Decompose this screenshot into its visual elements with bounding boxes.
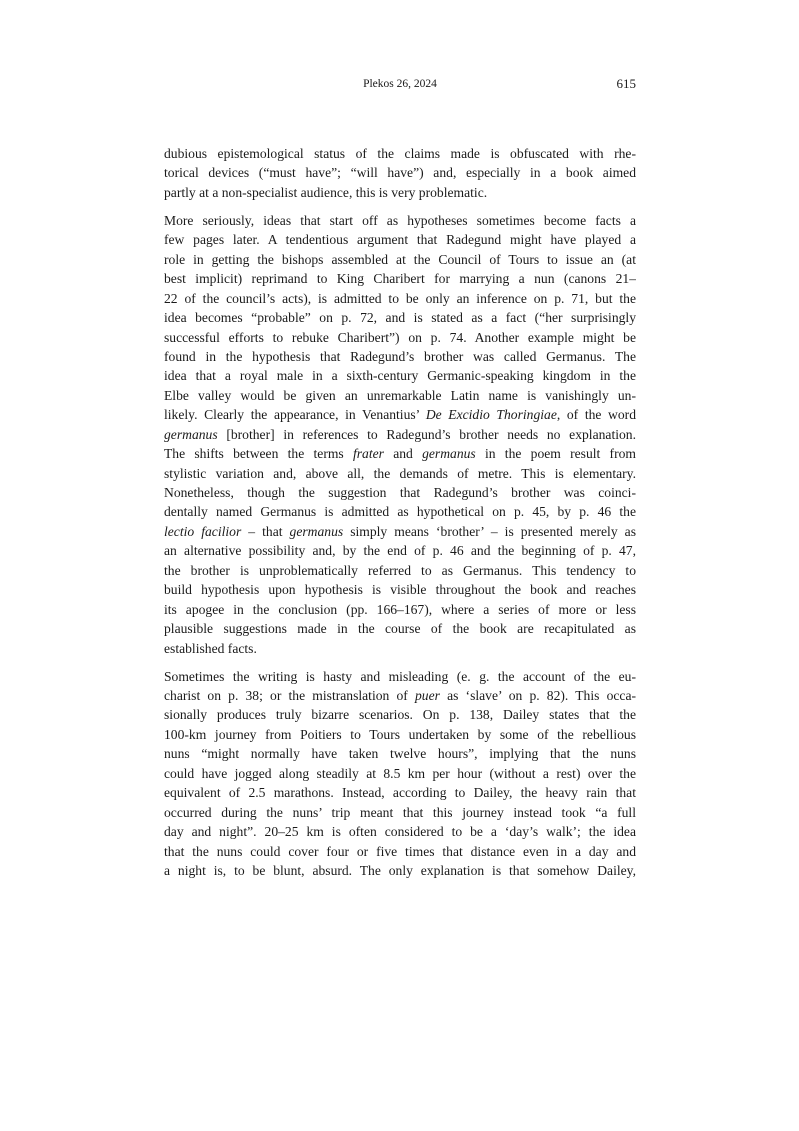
text-line — [164, 822, 636, 841]
text-line — [164, 600, 636, 619]
text-segment: charist on p. 38; or the mistranslation of — [164, 688, 415, 703]
text-line — [164, 483, 636, 502]
text-segment: occurred during the nuns’ trip meant that this journey instead took “a full — [164, 804, 636, 820]
text-line — [164, 211, 636, 230]
text-line — [164, 705, 636, 724]
paragraph — [164, 667, 636, 881]
text-line — [164, 366, 636, 385]
text-segment: and — [383, 446, 423, 462]
text-line — [164, 269, 636, 288]
text-segment: 100-km journey from Poitiers to Tours undertaken by some of the rebellious — [164, 726, 636, 742]
italic-text: frater — [352, 446, 384, 462]
paragraph — [164, 144, 636, 202]
text-segment: in the poem result from — [475, 446, 636, 462]
page-number: 615 — [616, 76, 636, 91]
text-segment: torical devices (“must have”; “will have”) and, especially in a book aimed — [164, 165, 636, 181]
text-segment: successful efforts to rebuke Charibert”) on p. 74. Another example might be — [164, 329, 636, 345]
italic-text: germanus — [289, 523, 344, 539]
italic-text: germanus — [422, 446, 476, 462]
text-line — [164, 764, 636, 783]
text-line — [164, 639, 636, 658]
text-line — [164, 163, 636, 182]
text-segment: as ‘slave’ on p. 82). This occa- — [439, 688, 636, 703]
text-segment: role in getting the bishops assembled at the Council of Tours to issue an (at — [164, 251, 636, 267]
text-line — [164, 842, 636, 861]
text-line — [164, 803, 636, 822]
text-segment: partly at a non-specialist audience, this is very problematic. — [164, 184, 488, 200]
text-line — [164, 425, 636, 444]
text-segment: [brother] in references to Radegund’s brother needs no explanation. — [217, 426, 636, 442]
text-segment: dentally named Germanus is admitted as hypothetical on p. 45, by p. 46 the — [164, 504, 636, 520]
text-line — [164, 405, 636, 424]
text-segment: The shifts between the terms — [164, 446, 353, 462]
text-line — [164, 561, 636, 580]
italic-text: De Excidio Thoringiae — [425, 407, 557, 423]
text-segment: Sometimes the writing is hasty and misleading (e. g. the account of the eu- — [164, 668, 636, 684]
text-segment: More seriously, ideas that start off as hypotheses sometimes become facts a — [164, 212, 636, 228]
italic-text: puer — [414, 688, 440, 703]
journal-title: Plekos 26, 2024 — [363, 78, 437, 90]
text-segment: build hypothesis upon hypothesis is visible throughout the book and reaches — [164, 582, 636, 598]
text-segment: the brother is unproblematically referred to as Germanus. This tendency to — [164, 562, 636, 578]
text-segment: that the nuns could cover four or five times that distance even in a day and — [164, 843, 636, 859]
text-segment: equivalent of 2.5 marathons. Instead, according to Dailey, the heavy rain that — [164, 785, 636, 801]
text-line — [164, 328, 636, 347]
text-line — [164, 502, 636, 521]
text-line — [164, 725, 636, 744]
text-line — [164, 230, 636, 249]
text-segment: Elbe valley would be given an unremarkable Latin name is vanishingly un- — [164, 387, 636, 403]
body-text — [164, 144, 636, 889]
text-line — [164, 619, 636, 638]
text-line — [164, 861, 636, 880]
text-line — [164, 250, 636, 269]
text-segment: stylistic variation and, above all, the demands of metre. This is elementary. — [164, 465, 636, 481]
text-segment: found in the hypothesis that Radegund’s brother was called Germanus. The — [164, 348, 636, 364]
text-line — [164, 744, 636, 763]
text-line — [164, 464, 636, 483]
text-line — [164, 444, 636, 463]
text-line — [164, 541, 636, 560]
text-segment: dubious epistemological status of the claims made is obfuscated with rhe- — [164, 146, 636, 161]
text-segment: an alternative possibility and, by the end of p. 46 and the beginning of p. 47, — [164, 543, 636, 559]
text-segment: day and night”. 20–25 km is often considered to be a ‘day’s walk’; the idea — [164, 824, 636, 840]
text-segment: established facts. — [164, 640, 257, 656]
text-line — [164, 686, 636, 705]
text-segment: its apogee in the conclusion (pp. 166–167), where a series of more or less — [164, 601, 636, 617]
text-line — [164, 783, 636, 802]
text-segment: , of the word — [556, 407, 636, 423]
text-segment: plausible suggestions made in the course of the book are recapitulated as — [164, 621, 636, 637]
text-line — [164, 522, 636, 541]
text-line — [164, 667, 636, 686]
text-segment: could have jogged along steadily at 8.5 km per hour (without a rest) over the — [164, 765, 636, 781]
text-line — [164, 308, 636, 327]
text-segment: idea that a royal male in a sixth-century Germanic-speaking kingdom in the — [164, 368, 636, 384]
text-segment: idea becomes “probable” on p. 72, and is stated as a fact (“her surprisingly — [164, 310, 636, 326]
text-line — [164, 289, 636, 308]
text-segment: – that — [241, 523, 290, 539]
text-line — [164, 144, 636, 163]
text-line — [164, 580, 636, 599]
text-segment: 22 of the council’s acts), is admitted to be only an inference on p. 71, but the — [164, 290, 636, 306]
text-segment: likely. Clearly the appearance, in Venantius’ — [164, 407, 426, 423]
text-line — [164, 386, 636, 405]
text-segment: a night is, to be blunt, absurd. The only explanation is that somehow Dailey, — [164, 862, 636, 878]
text-segment: best implicit) reprimand to King Charibert for marrying a nun (canons 21– — [164, 271, 636, 287]
text-line — [164, 347, 636, 366]
text-segment: Nonetheless, though the suggestion that Radegund’s brother was coinci- — [164, 485, 636, 501]
italic-text: germanus — [164, 426, 218, 442]
running-header — [164, 76, 636, 94]
text-segment: few pages later. A tendentious argument that Radegund might have played a — [164, 232, 636, 248]
text-segment: nuns “might normally have taken twelve hours”, implying that the nuns — [164, 746, 636, 762]
paragraph — [164, 211, 636, 658]
text-segment: simply means ‘brother’ – is presented merely as — [343, 523, 636, 539]
text-segment: sionally produces truly bizarre scenarios. On p. 138, Dailey states that the — [164, 707, 636, 723]
italic-text: lectio facilior — [164, 523, 242, 539]
text-line — [164, 183, 636, 202]
